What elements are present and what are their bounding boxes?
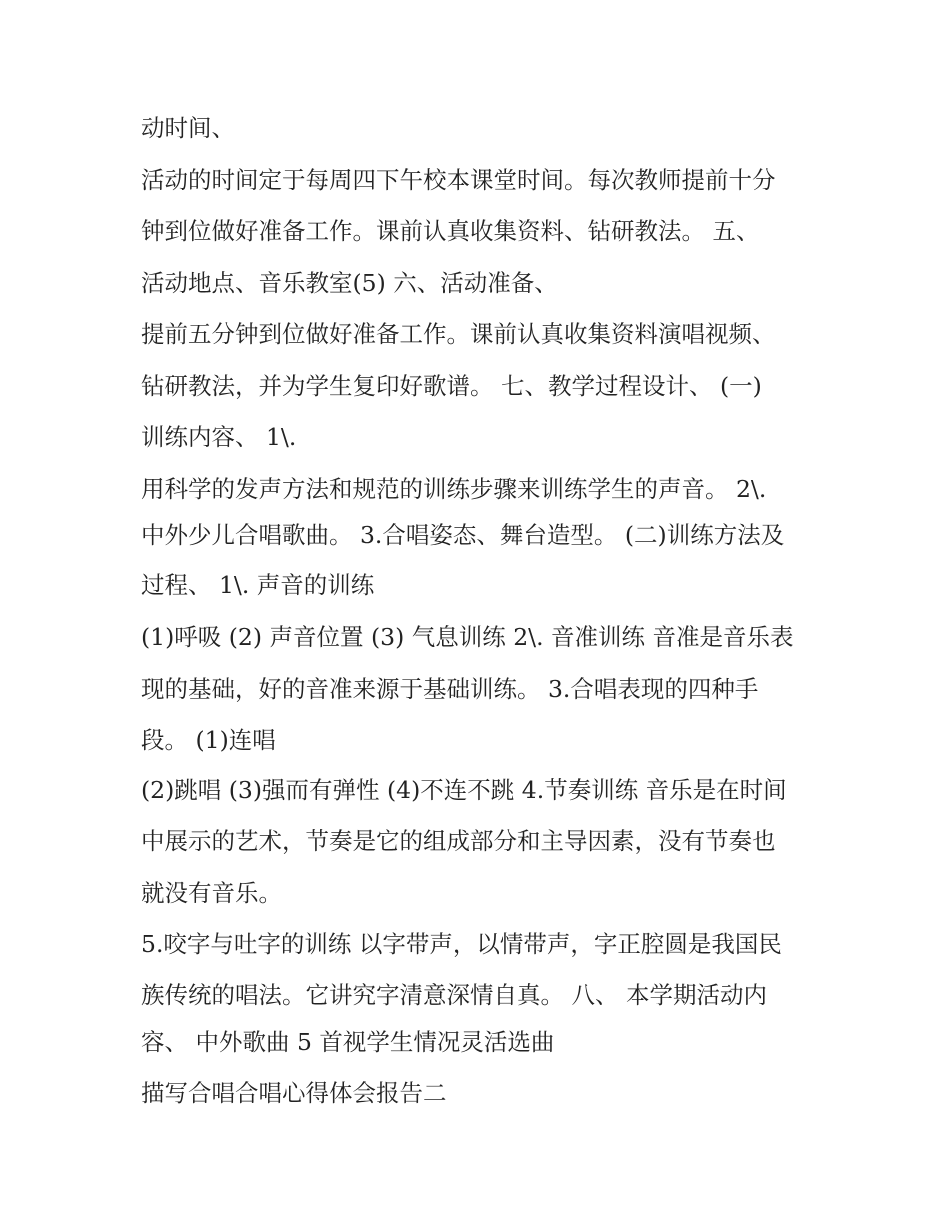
text-line: (1)呼吸 (2) 声音位置 (3) 气息训练 2\. 音准训练 音准是音乐表 <box>141 623 794 651</box>
text-line: (2)跳唱 (3)强而有弹性 (4)不连不跳 4.节奏训练 音乐是在时间 <box>141 776 787 804</box>
text-line: 动时间、 <box>141 114 235 142</box>
text-line: 中外少儿合唱歌曲。 3.合唱姿态、舞台造型。 (二)训练方法及 <box>141 521 785 549</box>
text-line: 过程、 1\. 声音的训练 <box>141 571 375 599</box>
text-line: 训练内容、 1\. <box>141 423 297 451</box>
text-line: 就没有音乐。 <box>141 879 282 907</box>
text-line: 用科学的发声方法和规范的训练步骤来训练学生的声音。 2\. <box>141 475 767 503</box>
text-line: 5.咬字与吐字的训练 以字带声，以情带声，字正腔圆是我国民 <box>141 930 782 958</box>
text-line: 容、 中外歌曲 5 首视学生情况灵活选曲 <box>141 1028 555 1056</box>
text-line: 描写合唱合唱心得体会报告二 <box>141 1079 447 1107</box>
text-line: 钟到位做好准备工作。课前认真收集资料、钻研教法。 五、 <box>141 217 760 245</box>
text-line: 现的基础，好的音准来源于基础训练。 3.合唱表现的四种手 <box>141 675 759 703</box>
text-line: 活动地点、音乐教室(5) 六、活动准备、 <box>141 269 558 297</box>
text-line: 中展示的艺术，节奏是它的组成部分和主导因素，没有节奏也 <box>141 827 776 855</box>
text-line: 钻研教法，并为学生复印好歌谱。 七、教学过程设计、 (一) <box>141 372 762 400</box>
text-line: 族传统的唱法。它讲究字清意深情自真。 八、 本学期活动内 <box>141 981 767 1009</box>
text-line: 提前五分钟到位做好准备工作。课前认真收集资料演唱视频、 <box>141 320 776 348</box>
text-line: 活动的时间定于每周四下午校本课堂时间。每次教师提前十分 <box>141 166 776 194</box>
text-line: 段。 (1)连唱 <box>141 726 276 754</box>
